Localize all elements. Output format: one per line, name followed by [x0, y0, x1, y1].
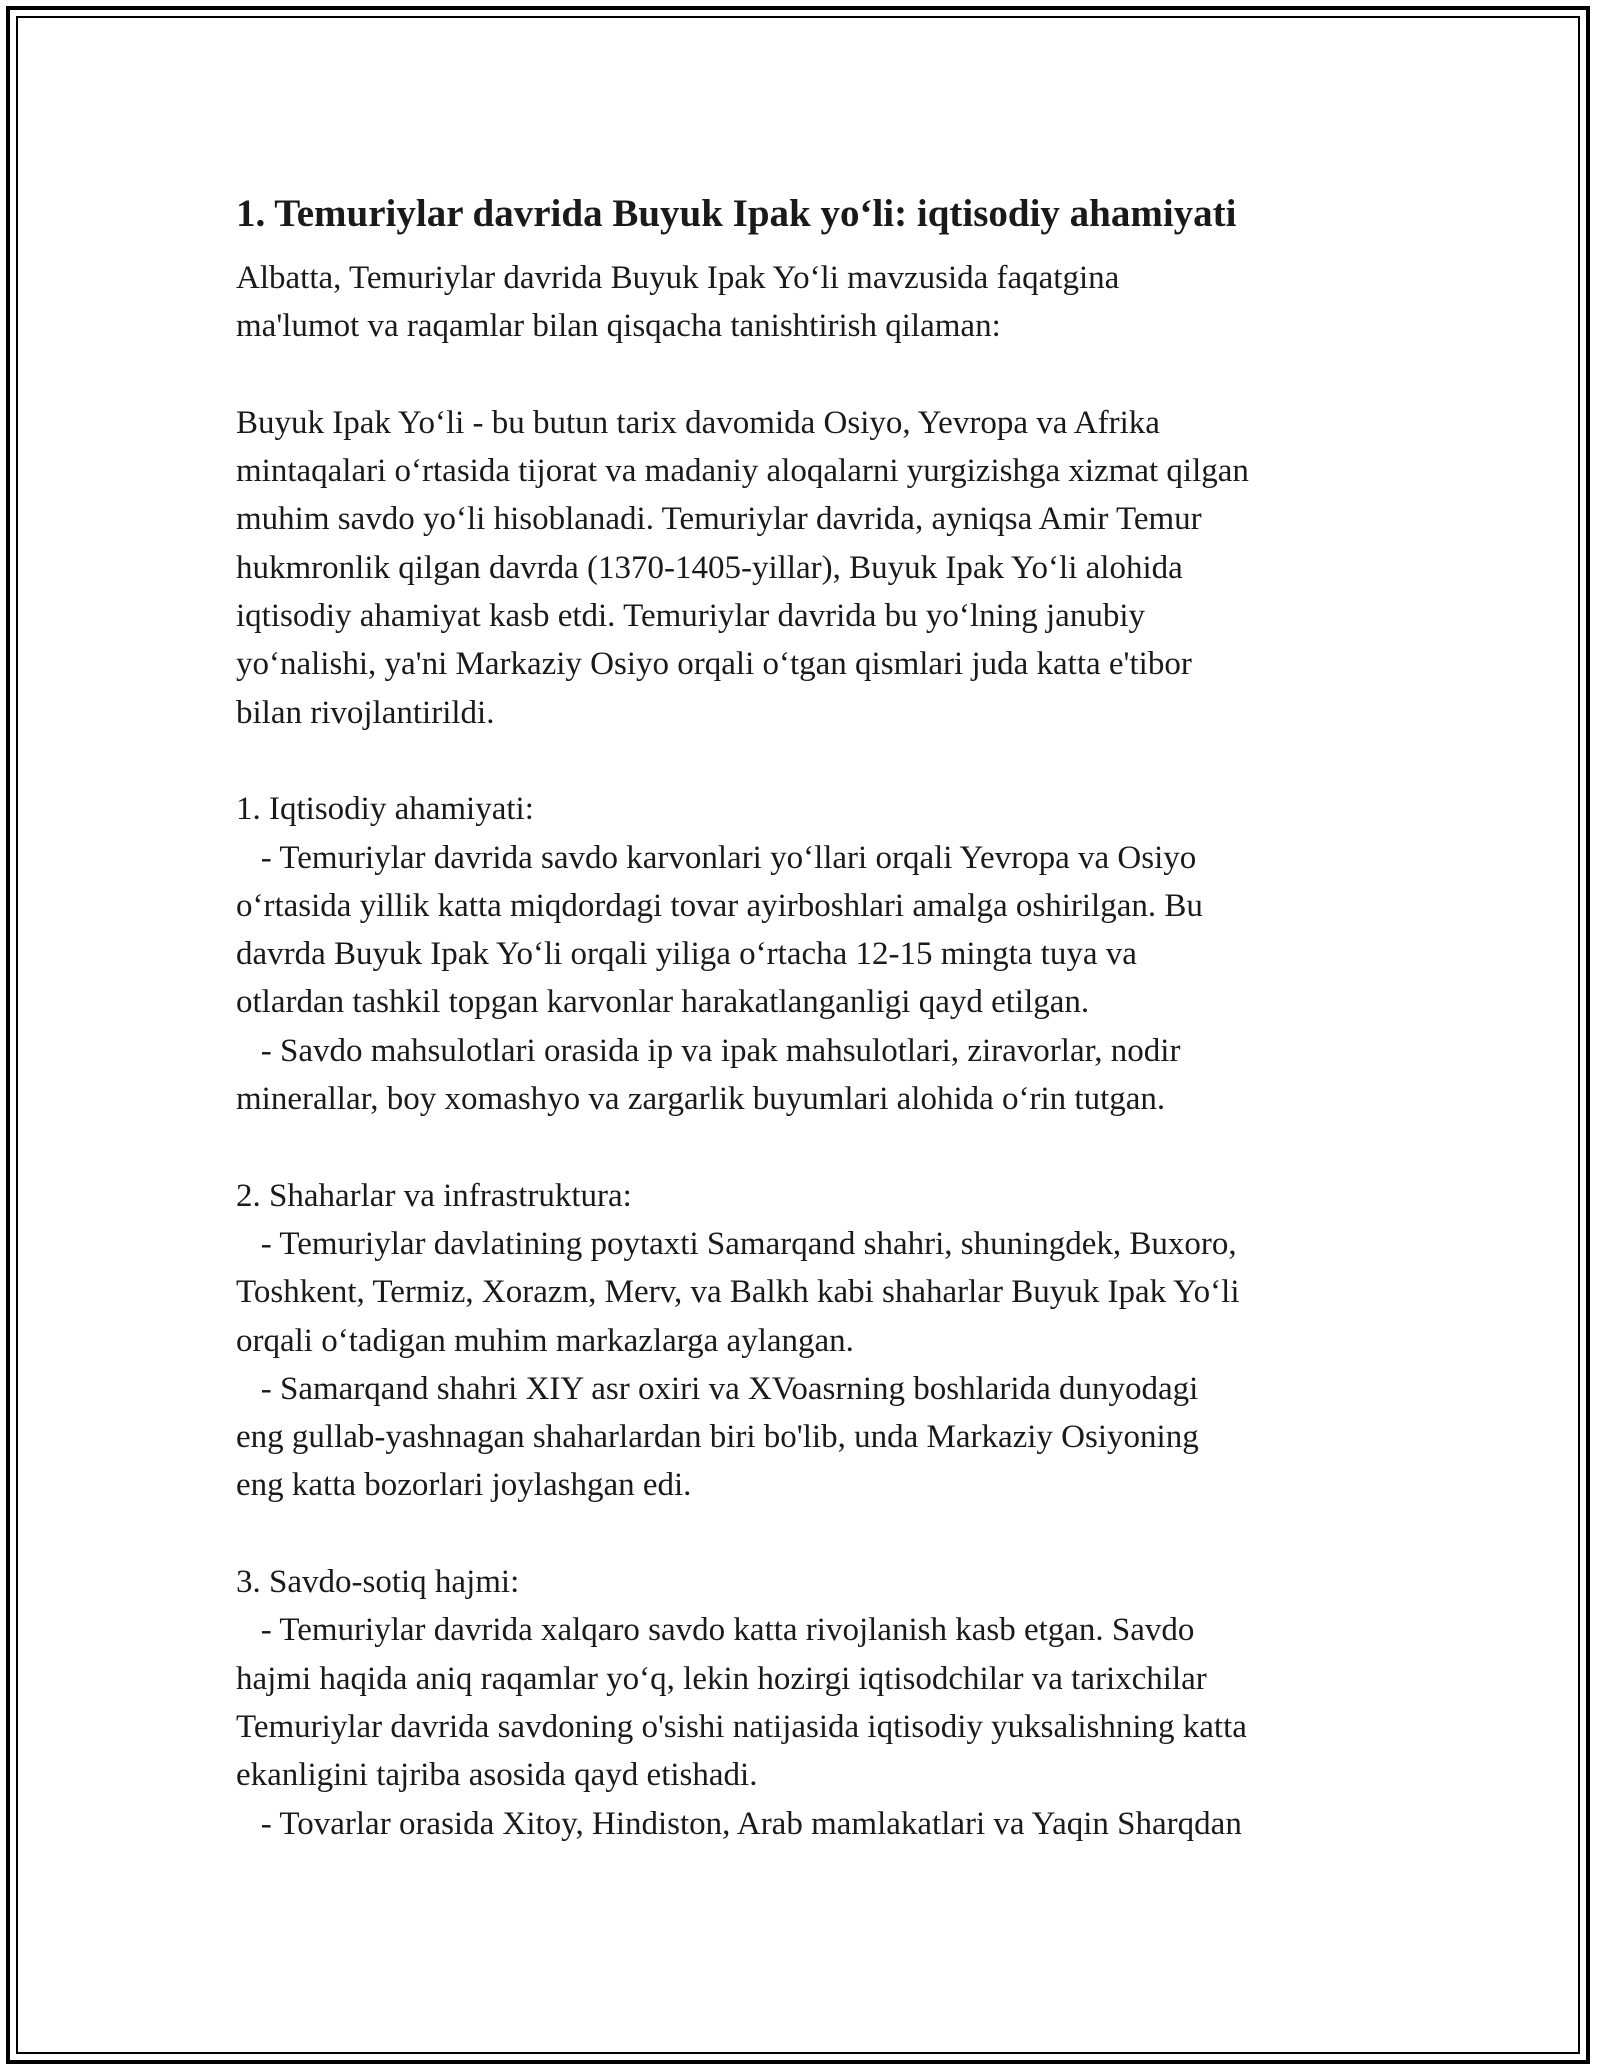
section-line: - Savdo mahsulotlari orasida ip va ipak mahsulotlari, ziravorlar, nodir [236, 1032, 1181, 1069]
paragraph-line: hukmronlik qilgan davrda (1370-1405-yillar), Buyuk Ipak Yo‘li alohida [236, 549, 1183, 586]
intro-paragraph [236, 254, 1386, 351]
section-line: ekanligini tajriba asosida qayd etishadi. [236, 1757, 758, 1794]
section-line: Toshkent, Termiz, Xorazm, Merv, va Balkh kabi shaharlar Buyuk Ipak Yo‘li [236, 1274, 1240, 1311]
section-line: - Temuriylar davrida xalqaro savdo katta rivojlanish kasb etgan. Savdo [236, 1612, 1195, 1649]
section-line: eng katta bozorlari joylashgan edi. [236, 1467, 692, 1504]
paragraph-gap [236, 737, 1386, 785]
section-line: - Samarqand shahri XIY asr oxiri va XVoasrning boshlarida dunyodagi [236, 1370, 1199, 1407]
paragraph-line: muhim savdo yo‘li hisoblanadi. Temuriylar davrida, ayniqsa Amir Temur [236, 501, 1202, 538]
section-economic [236, 785, 1386, 1123]
section-line: orqali o‘tadigan muhim markazlarga aylangan. [236, 1322, 854, 1359]
section-trade-volume [236, 1558, 1386, 1848]
paragraph-line: yo‘nalishi, ya'ni Markaziy Osiyo orqali o‘tgan qismlari juda katta e'tibor [236, 646, 1192, 683]
overview-paragraph [236, 399, 1386, 737]
section-title: 1. Iqtisodiy ahamiyati: [236, 791, 534, 828]
section-line: - Temuriylar davlatining poytaxti Samarqand shahri, shuningdek, Buxoro, [236, 1225, 1237, 1262]
section-title: 3. Savdo-sotiq hajmi: [236, 1564, 520, 1601]
section-line: otlardan tashkil topgan karvonlar harakatlanganligi qayd etilgan. [236, 984, 1090, 1021]
intro-line: Albatta, Temuriylar davrida Buyuk Ipak Yo‘li mavzusida faqatgina [236, 260, 1120, 296]
paragraph-line: iqtisodiy ahamiyat kasb etdi. Temuriylar davrida bu yo‘lning janubiy [236, 598, 1145, 635]
document-heading: 1. Temuriylar davrida Buyuk Ipak yo‘li: iqtisodiy ahamiyati [236, 192, 1237, 235]
section-line: o‘rtasida yillik katta miqdordagi tovar ayirboshlari amalga oshirilgan. Bu [236, 887, 1203, 924]
document-body [236, 190, 1386, 1848]
section-line: davrda Buyuk Ipak Yo‘li orqali yiliga o‘rtacha 12-15 mingta tuya va [236, 936, 1137, 973]
section-line: eng gullab-yashnagan shaharlardan biri bo'lib, unda Markaziy Osiyoning [236, 1419, 1199, 1456]
section-line: hajmi haqida aniq raqamlar yo‘q, lekin hozirgi iqtisodchilar va tarixchilar [236, 1660, 1207, 1697]
section-line: minerallar, boy xomashyo va zargarlik buyumlari alohida o‘rin tutgan. [236, 1081, 1166, 1118]
section-line: - Temuriylar davrida savdo karvonlari yo‘llari orqali Yevropa va Osiyo [236, 839, 1197, 876]
paragraph-line: Buyuk Ipak Yo‘li - bu butun tarix davomida Osiyo, Yevropa va Afrika [236, 404, 1160, 441]
paragraph-gap [236, 1510, 1386, 1558]
paragraph-line: bilan rivojlantirildi. [236, 694, 495, 731]
section-title: 2. Shaharlar va infrastruktura: [236, 1177, 632, 1214]
section-line: - Tovarlar orasida Xitoy, Hindiston, Arab mamlakatlari va Yaqin Sharqdan [236, 1805, 1242, 1842]
paragraph-gap [236, 351, 1386, 399]
section-cities [236, 1172, 1386, 1510]
paragraph-gap [236, 1123, 1386, 1171]
section-line: Temuriylar davrida savdoning o'sishi natijasida iqtisodiy yuksalishning katta [236, 1708, 1247, 1745]
intro-line: ma'lumot va raqamlar bilan qisqacha tanishtirish qilaman: [236, 308, 1001, 345]
paragraph-line: mintaqalari o‘rtasida tijorat va madaniy aloqalarni yurgizishga xizmat qilgan [236, 453, 1249, 490]
